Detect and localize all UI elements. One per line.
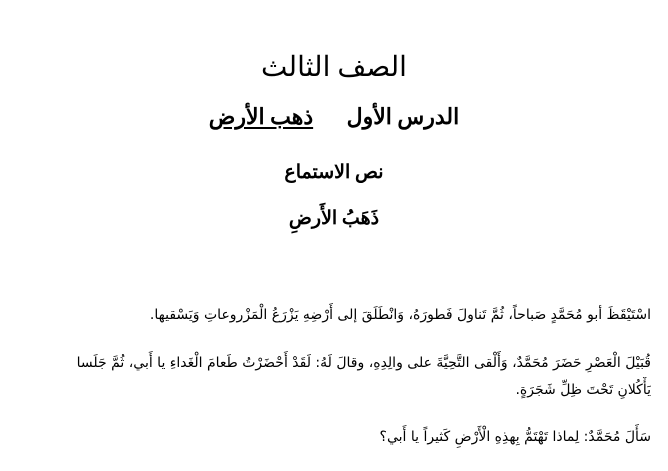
- story-title: ذَهَبُ الأَرضِ: [288, 208, 380, 229]
- lesson-label: الدرس الأول: [346, 104, 460, 129]
- story-paragraph-2-line-2: يَأْكُلانِ تَحْتَ ظِلِّ شَجَرَةٍ.: [515, 382, 651, 398]
- lesson-name: ذهب الأرض: [208, 104, 314, 129]
- story-paragraph-3: سَأَلَ مُحَمَّدٌ: لِماذا تَهْتَمُّ بِهذِهِ الْأَرْضِ كَثيراً يا أَبي؟: [379, 429, 651, 445]
- lesson-header: [0, 102, 668, 132]
- listening-text-heading: نص الاستماع: [284, 162, 384, 183]
- story-paragraph-1: اسْتَيْقَظَ أبو مُحَمَّدٍ صَباحاً، ثُمَّ تَناولَ فَطورَهُ، وَانْطَلَقَ إلى أَرْضِهِ يَزْرَعُ الْمَزْروعاتِ وَيَسْقيها.: [149, 307, 651, 323]
- story-paragraph-2-line-1: قُبَيْلَ الْعَصْرِ حَضَرَ مُحَمَّدٌ، وَأَلْقى التَّحِيَّةَ على والِدِهِ، وقالَ لَهُ: لَقَدْ أَحْضَرْتُ طَعامَ الْغَداءِ يا أَبي، ثُمَّ جَلَسا: [76, 355, 651, 371]
- grade-title: الصف الثالث: [261, 52, 407, 83]
